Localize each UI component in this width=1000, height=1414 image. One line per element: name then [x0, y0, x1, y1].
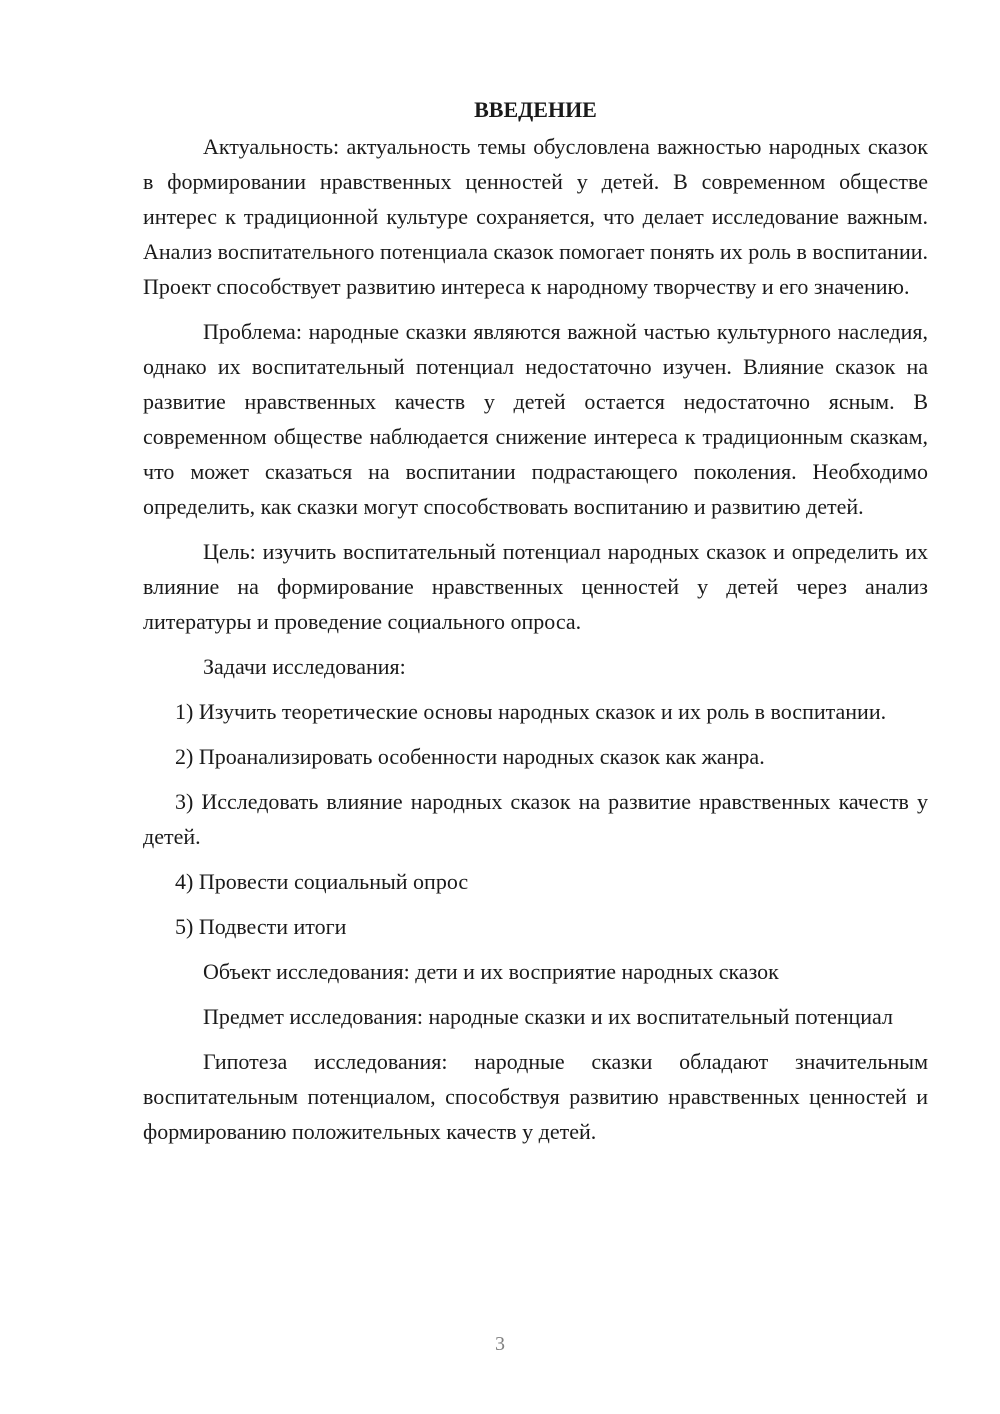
- page-number: 3: [495, 1333, 505, 1355]
- relevance-paragraph: Актуальность: актуальность темы обусловлена важностью народных сказок в формировании нравственных ценностей у детей. В современном обществе интерес к традиционной культуре сохраняется, что делает исследование важным. Анализ воспитательного потенциала сказок помогает понять их роль в воспитании. Проект способствует развитию интереса к народному творчеству и его значению.: [143, 134, 928, 299]
- task-item-2: 2) Проанализировать особенности народных сказок как жанра.: [175, 744, 765, 769]
- subject-paragraph: Предмет исследования: народные сказки и их воспитательный потенциал: [203, 1004, 893, 1029]
- document-body: [143, 92, 928, 1159]
- problem-paragraph: Проблема: народные сказки являются важной частью культурного наследия, однако их воспитательный потенциал недостаточно изучен. Влияние сказок на развитие нравственных качеств у детей остается недостаточно ясным. В современном обществе наблюдается снижение интереса к традиционным сказкам, что может сказаться на воспитании подрастающего поколения. Необходимо определить, как сказки могут способствовать воспитанию и развитию детей.: [143, 319, 928, 519]
- section-title: ВВЕДЕНИЕ: [474, 97, 597, 122]
- task-item-3: 3) Исследовать влияние народных сказок на развитие нравственных качеств у детей.: [143, 789, 928, 849]
- goal-paragraph: Цель: изучить воспитательный потенциал народных сказок и определить их влияние на формирование нравственных ценностей у детей через анализ литературы и проведение социального опроса.: [143, 539, 928, 634]
- task-item-4: 4) Провести социальный опрос: [175, 869, 469, 894]
- task-item-5: 5) Подвести итоги: [175, 914, 347, 939]
- tasks-heading: Задачи исследования:: [203, 654, 406, 679]
- task-item-1: 1) Изучить теоретические основы народных сказок и их роль в воспитании.: [175, 699, 887, 724]
- object-paragraph: Объект исследования: дети и их восприятие народных сказок: [203, 959, 779, 984]
- hypothesis-paragraph: Гипотеза исследования: народные сказки обладают значительным воспитательным потенциалом, способствуя развитию нравственных ценностей и формированию положительных качеств у детей.: [143, 1049, 928, 1144]
